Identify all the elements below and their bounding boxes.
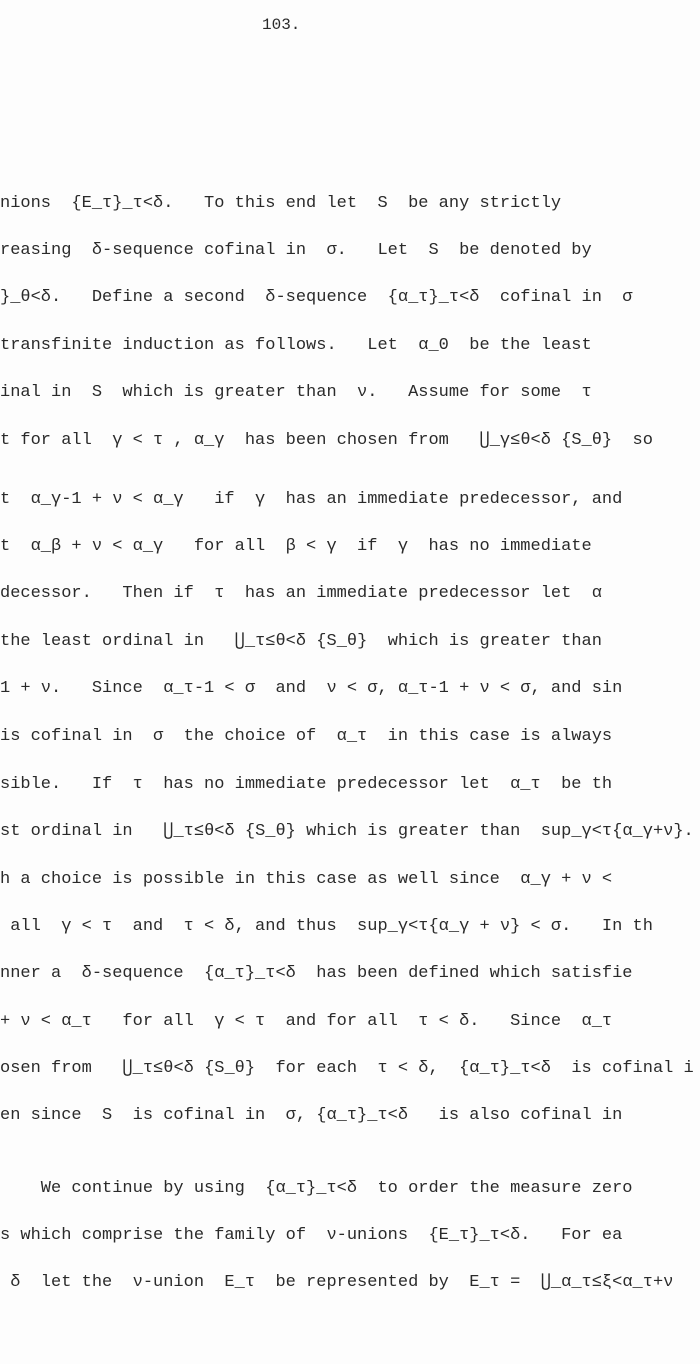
page-number: 103. [262, 16, 301, 34]
text-line: osen from ⋃_τ≤θ<δ {S_θ} for each τ < δ, {α_τ}_τ<δ is cofinal i [0, 1059, 694, 1078]
text-line: t α_β + ν < α_γ for all β < γ if γ has no immediate [0, 537, 592, 556]
text-line: all γ < τ and τ < δ, and thus sup_γ<τ{α_γ + ν} < σ. In th [0, 917, 653, 936]
text-line: transfinite induction as follows. Let α_0 be the least [0, 336, 592, 355]
text-line: decessor. Then if τ has an immediate predecessor let α [0, 584, 602, 603]
text-line: nions {E_τ}_τ<δ. To this end let S be any strictly [0, 194, 562, 213]
text-line: + ν < α_τ for all γ < τ and for all τ < δ. Since α_τ [0, 1012, 613, 1031]
text-line: en since S is cofinal in σ, {α_τ}_τ<δ is also cofinal in [0, 1106, 623, 1125]
text-line: st ordinal in ⋃_τ≤θ<δ {S_θ} which is greater than sup_γ<τ{α_γ+ν}. [0, 822, 694, 841]
text-line: 1 + ν. Since α_τ-1 < σ and ν < σ, α_τ-1 + ν < σ, and sin [0, 679, 623, 698]
text-line: reasing δ-sequence cofinal in σ. Let S be denoted by [0, 241, 592, 260]
text-line: the least ordinal in ⋃_τ≤θ<δ {S_θ} which is greater than [0, 632, 602, 651]
text-line: We continue by using {α_τ}_τ<δ to order the measure zero [0, 1179, 633, 1198]
text-line: }_θ<δ. Define a second δ-sequence {α_τ}_τ<δ cofinal in σ [0, 288, 633, 307]
text-line: nner a δ-sequence {α_τ}_τ<δ has been defined which satisfie [0, 964, 633, 983]
text-line: t for all γ < τ , α_γ has been chosen from ⋃_γ≤θ<δ {S_θ} so [0, 431, 653, 450]
text-line: sible. If τ has no immediate predecessor let α_τ be th [0, 775, 613, 794]
text-line: t α_γ-1 + ν < α_γ if γ has an immediate predecessor, and [0, 490, 623, 509]
text-line: s which comprise the family of ν-unions {E_τ}_τ<δ. For ea [0, 1226, 623, 1245]
text-line: is cofinal in σ the choice of α_τ in this case is always [0, 727, 613, 746]
text-line: h a choice is possible in this case as well since α_γ + ν < [0, 870, 613, 889]
text-line: inal in S which is greater than ν. Assume for some τ [0, 383, 592, 402]
text-line: δ let the ν-union E_τ be represented by E_τ = ⋃_α_τ≤ξ<α_τ+ν [0, 1273, 674, 1292]
